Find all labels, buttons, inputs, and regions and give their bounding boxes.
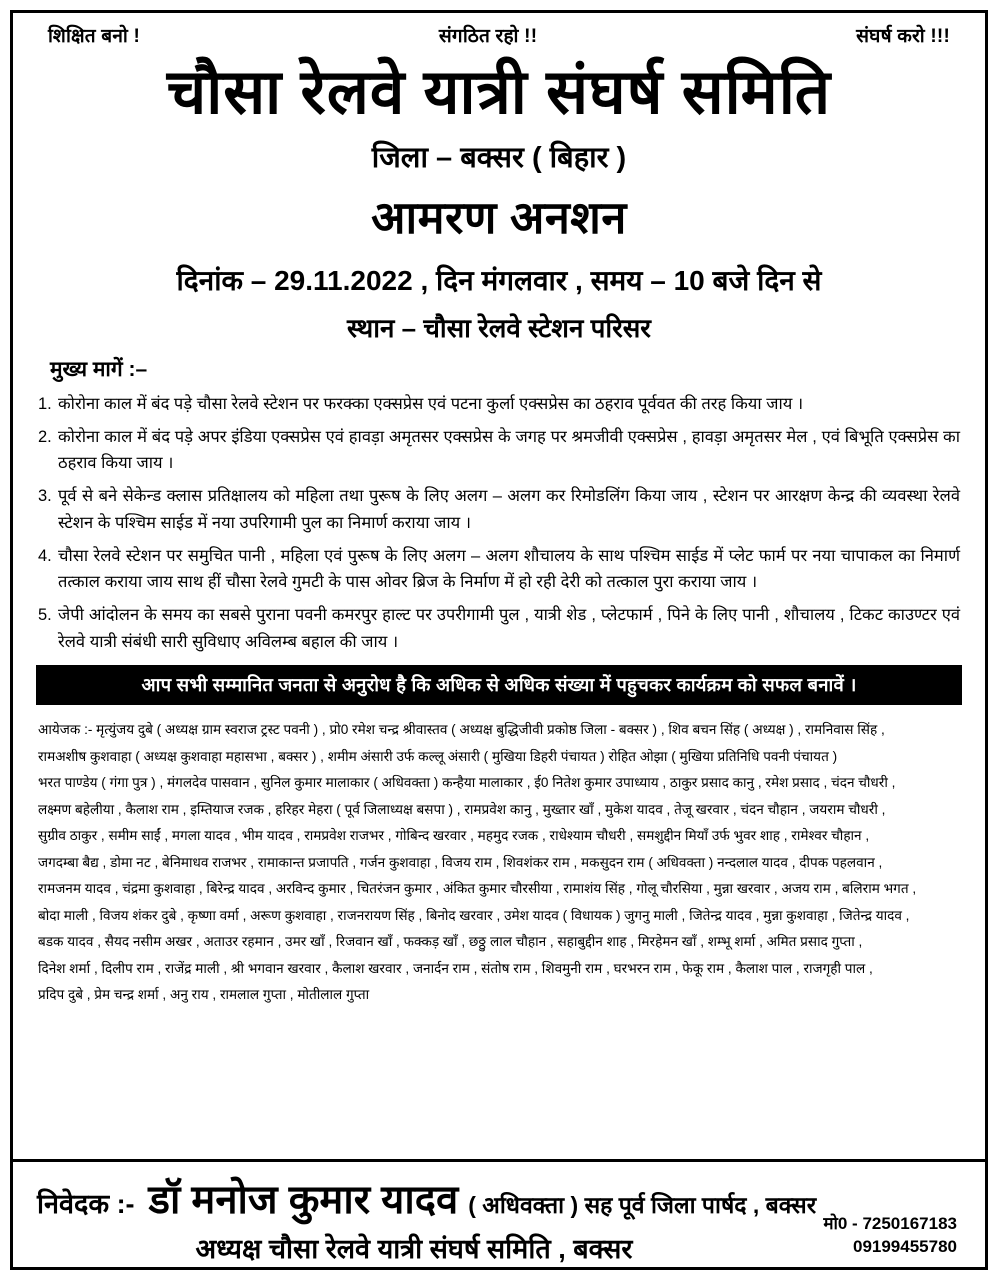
organizer-line: प्रदिप दुबे , प्रेम चन्द्र शर्मा , अनु राय , रामलाल गुप्ता , मोतीलाल गुप्ता (38, 987, 370, 1003)
demand-text: जेपी आंदोलन के समय का सबसे पुराना पवनी कमरपुर हाल्ट पर उपरीगामी पुल , यात्री शेड , प्लेटफार्म , पिने के लिए पानी , शौचालय , टिकट काउण्टर एवं रेलवे यात्री संबंधी सारी सुविधाए अविलम्ब बहाल की जाय । (58, 605, 960, 651)
demand-text: पूर्व से बने सेकेन्ड क्लास प्रतिक्षालय को महिला तथा पुरूष के लिए अलग – अलग कर रिमोडलिंग किया जाय , स्टेशन पर आरक्षण केन्द्र की व्यवस्था रेलवे स्टेशन के पश्चिम साईड में नया उपरिगामी पुल का निमार्ण कराया जाय । (58, 487, 960, 532)
event-title: आमरण अनशन (371, 191, 627, 243)
footer-label: निवेदक :- (37, 1189, 135, 1219)
phone-secondary: 09199455780 (852, 1237, 957, 1257)
organizer-line: रामजनम यादव , चंद्रमा कुशवाहा , बिरेन्द्र यादव , अरविन्द कुमार , चितरंजन कुमार , अंकित कुमार चौरसीया , रामाशंय सिंह , गोलू चौरसिया , मुन्ना खरवार , अजय राम , बलिराम भगत , (38, 881, 917, 897)
footer-name: डॉ मनोज कुमार यादव (148, 1178, 459, 1222)
footer-designation: अध्यक्ष चौसा रेलवे यात्री संघर्ष समिति , बक्सर (195, 1234, 633, 1264)
slogan-left: शिक्षित बनो ! (48, 26, 141, 47)
list-item (38, 602, 960, 655)
slogan-right: संघर्ष करो !!! (856, 26, 950, 47)
event-place: स्थान – चौसा रेलवे स्टेशन परिसर (347, 312, 651, 343)
organizer-line: आयेजक :- मृत्युंजय दुबे ( अध्यक्ष ग्राम स्वराज ट्रस्ट पवनी ) , प्रो0 रमेश चन्द्र श्रीवास्तव ( अध्यक्ष बुद्धिजीवी प्रकोष्ठ जिला - बक्सर ) , शिव बचन सिंह ( अध्यक्ष ) , रामनिवास सिंह , (38, 722, 885, 738)
demand-number: 2. (38, 427, 52, 446)
slogan-middle: संगठित रहो !! (438, 26, 538, 47)
list-item (38, 483, 960, 536)
list-item (38, 391, 960, 418)
organizer-line: लक्ष्मण बहेलीया , कैलाश राम , इम्तियाज रजक , हरिहर मेहरा ( पूर्व जिलाध्यक्ष बसपा ) , रामप्रवेश कानु , मुख्तार खाँ , मुकेश यादव , तेजू खरवार , चंदन चौहान , जयराम चौधरी , (38, 801, 886, 817)
organizers-list (34, 717, 964, 1009)
demand-number: 3. (38, 487, 52, 506)
phone-primary: मो0 - 7250167183 (823, 1214, 957, 1234)
slogan-row (34, 18, 964, 48)
footer-qualification: ( अधिवक्ता ) सह पूर्व जिला पार्षद , बक्सर (468, 1192, 817, 1218)
organizer-line: दिनेश शर्मा , दिलीप राम , राजेंद्र माली , श्री भगवान खरवार , कैलाश खरवार , जनार्दन राम , संतोष राम , शिवमुनी राम , घरभरन राम , फेकू राम , कैलाश पाल , राजगृही पाल , (38, 960, 873, 976)
demand-number: 5. (38, 605, 52, 624)
demand-text: कोरोना काल में बंद पड़े चौसा रेलवे स्टेशन पर फरक्का एक्सप्रेस एवं पटना कुर्ला एक्सप्रेस का ठहराव पूर्ववत की तरह किया जाय । (58, 394, 804, 413)
list-item (38, 424, 960, 477)
demands-heading: मुख्य मागें :– (50, 357, 148, 381)
page-title: चौसा रेलवे यात्री संघर्ष समिति (166, 58, 832, 127)
organizer-line: जगदम्बा बैद्य , डोमा नट , बेनिमाधव राजभर , रामाकान्त प्रजापति , गर्जन कुशवाहा , विजय राम , शिवशंकर राम , मकसुदन राम ( अधिवक्ता ) नन्दलाल यादव , दीपक पहलवान , (38, 854, 883, 870)
list-item (38, 543, 960, 596)
district-subtitle: जिला – बक्सर ( बिहार ) (371, 141, 627, 174)
appeal-banner: आप सभी सम्मानित जनता से अनुरोध है कि अधिक से अधिक संख्या में पहुचकर कार्यक्रम को सफल बनावें । (36, 665, 962, 705)
demand-number: 1. (38, 394, 52, 413)
demand-text: कोरोना काल में बंद पड़े अपर इंडिया एक्सप्रेस एवं हावड़ा अमृतसर एक्सप्रेस के जगह पर श्रमजीवी एक्सप्रेस , हावड़ा अमृतसर मेल , एवं बिभूति एक्सप्रेस का ठहराव किया जाय । (58, 427, 960, 473)
organizer-line: सुग्रीव ठाकुर , समीम साईं , मगला यादव , भीम यादव , रामप्रवेश राजभर , गोबिन्द खरवार , महमुद रजक , राधेश्याम चौधरी , समशुद्दीन मियाँ उर्फ भुवर शाह , रामेश्वर चौहान , (38, 828, 870, 844)
organizer-line: बडक यादव , सैयद नसीम अखर , अताउर रहमान , उमर खाँ , रिजवान खाँ , फक्कड़ खाँ , छठ्ठु लाल चौहान , सहाबुद्दीन शाह , मिरहेमन खाँ , शम्भू शर्मा , अमित प्रसाद गुप्ता , (38, 934, 863, 950)
footer (13, 1162, 985, 1267)
organizer-line: रामअशीष कुशवाहा ( अध्यक्ष कुशवाहा महासभा , बक्सर ) , शमीम अंसारी उर्फ कल्लू अंसारी ( मुखिया डिहरी पंचायत ) रोहित ओझा ( मुखिया प्रतिनिधि पवनी पंचायत ) (38, 748, 838, 764)
event-datetime: दिनांक – 29.11.2022 , दिन मंगलवार , समय – 10 बजे दिन से (176, 264, 822, 296)
demands-list (34, 391, 964, 655)
organizer-line: भरत पाण्डेय ( गंगा पुत्र ) , मंगलदेव पासवान , सुनिल कुमार मालाकार ( अधिवक्ता ) कन्हैया मालाकार , ई0 नितेश कुमार उपाध्याय , ठाकुर प्रसाद कानु , रमेश प्रसाद , चंदन चौधरी , (38, 775, 896, 791)
demand-number: 4. (38, 546, 52, 565)
demand-text: चौसा रेलवे स्टेशन पर समुचित पानी , महिला एवं पुरूष के लिए अलग – अलग शौचालय के साथ पश्चिम साईड में प्लेट फार्म पर नया चापाकल का निमार्ण तत्काल कराया जाय साथ हीं चौसा रेलवे गुमटी के पास ओवर ब्रिज के निर्माण में हो रही देरी को तत्काल पुरा कराया जाय । (58, 546, 960, 592)
contact-numbers (823, 1213, 957, 1259)
organizer-line: बोदा माली , विजय शंकर दुबे , कृष्णा वर्मा , अरूण कुशवाहा , राजनरायण सिंह , बिनोद खरवार , उमेश यादव ( विधायक ) जुगनु माली , जितेन्द्र यादव , मुन्ना कुशवाहा , जितेन्द्र यादव , (38, 907, 910, 923)
